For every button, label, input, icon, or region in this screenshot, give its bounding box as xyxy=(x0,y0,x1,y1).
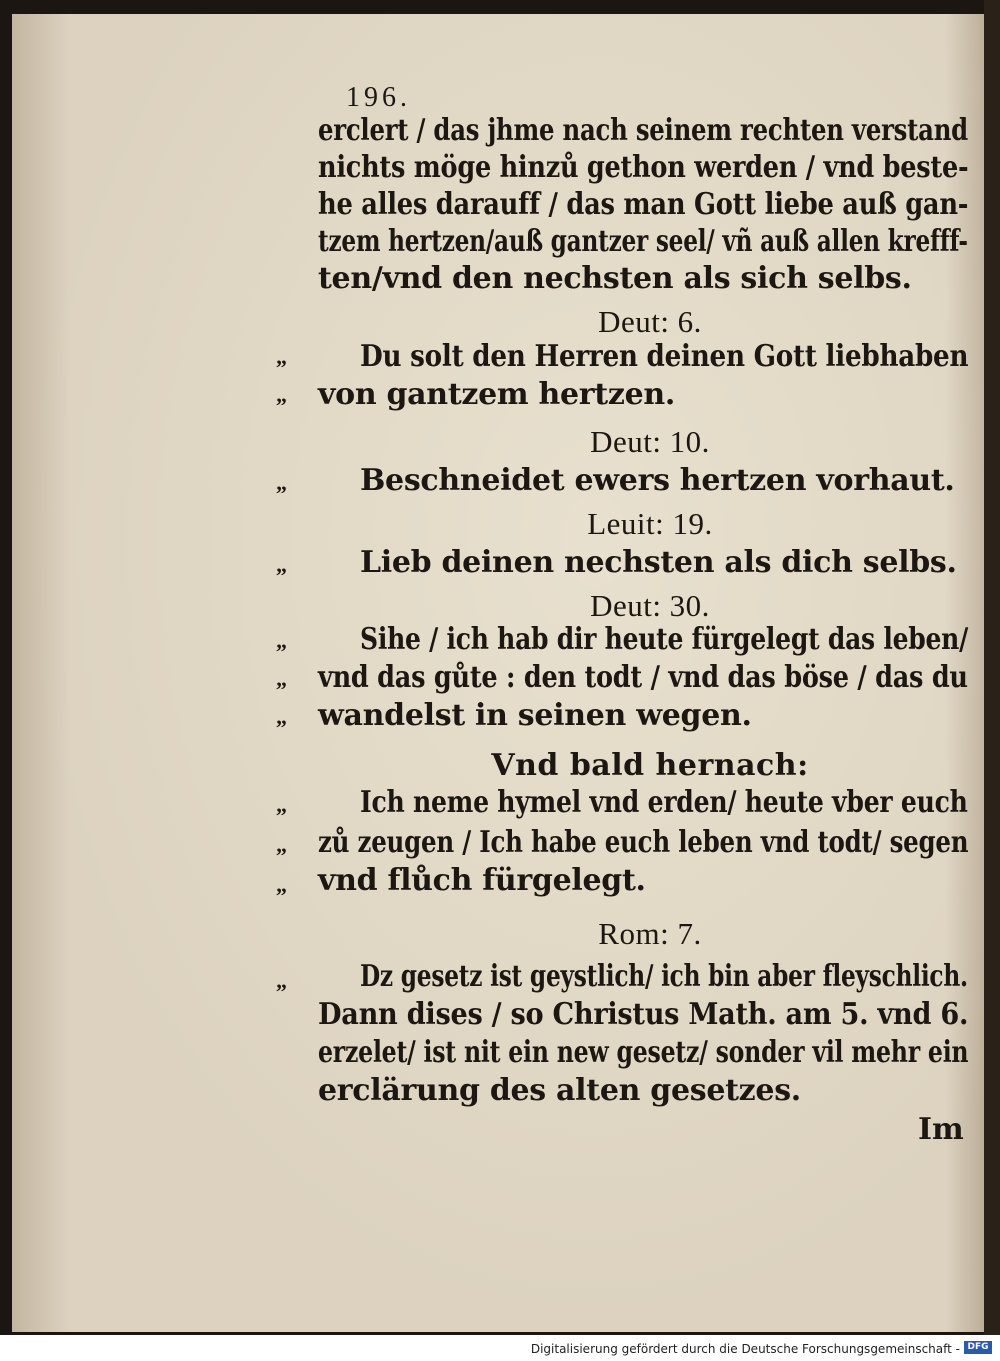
quotation-mark: „ xyxy=(276,628,288,653)
body-line: tzem hertzen/auß gantzer seel/ vñ auß allen krefff- xyxy=(318,224,968,259)
body-line: erclärung des alten gesetzes. xyxy=(318,1073,801,1108)
section-heading: Deut: 30. xyxy=(590,588,710,623)
dfg-logo: DFG xyxy=(964,1341,992,1354)
quotation-mark: „ xyxy=(276,792,288,817)
quotation-mark: „ xyxy=(276,832,288,857)
quoted-line: vnd das gůte : den todt / vnd das böse / das du xyxy=(318,660,968,695)
quoted-line: Dz gesetz ist geystlich/ ich bin aber fleyschlich. xyxy=(360,959,968,994)
body-line: nichts möge hinzů gethon werden / vnd beste- xyxy=(318,150,969,185)
body-line: erzelet/ ist nit ein new gesetz/ sonder vil mehr ein xyxy=(318,1035,969,1070)
section-heading: Leuit: 19. xyxy=(587,506,713,541)
body-line: erclert / das jhme nach seinem rechten verstand xyxy=(318,113,968,148)
section-heading: Deut: 6. xyxy=(598,304,702,339)
quotation-mark: „ xyxy=(276,704,288,729)
body-line: Dann dises / so Christus Math. am 5. vnd 6. xyxy=(318,997,969,1032)
quotation-mark: „ xyxy=(276,552,288,577)
quotation-mark: „ xyxy=(276,382,288,407)
section-heading: Rom: 7. xyxy=(598,916,702,951)
section-heading: Deut: 10. xyxy=(590,424,710,459)
quoted-line: Beschneidet ewers hertzen vorhaut. xyxy=(360,463,955,498)
quotation-mark: „ xyxy=(276,470,288,495)
quoted-line: Sihe / ich hab dir heute fürgelegt das leben/ xyxy=(360,622,969,657)
funding-credit: Digitalisierung gefördert durch die Deutsche Forschungsgemeinschaft - xyxy=(530,1342,960,1356)
catchword: Im xyxy=(918,1112,964,1147)
quoted-line: Du solt den Herren deinen Gott liebhaben xyxy=(360,339,969,374)
quotation-mark: „ xyxy=(276,666,288,691)
footer-bar xyxy=(0,1335,1000,1361)
quotation-mark: „ xyxy=(276,968,288,993)
section-heading: Vnd bald hernach: xyxy=(491,748,809,783)
quoted-line: von gantzem hertzen. xyxy=(318,377,676,412)
body-line: he alles darauff / das man Gott liebe auß gan- xyxy=(318,187,969,222)
quoted-line: zů zeugen / Ich habe euch leben vnd todt/ segen xyxy=(318,825,969,860)
quoted-line: vnd flůch fürgelegt. xyxy=(318,863,646,898)
page-number: 196. xyxy=(346,82,411,113)
page-edge xyxy=(984,0,1000,1335)
quotation-mark: „ xyxy=(276,344,288,369)
quoted-line: Ich neme hymel vnd erden/ heute vber euch xyxy=(360,785,968,820)
body-line: ten/vnd den nechsten als sich selbs. xyxy=(318,261,912,296)
quoted-line: Lieb deinen nechsten als dich selbs. xyxy=(360,545,957,580)
quoted-line: wandelst in seinen wegen. xyxy=(318,698,752,733)
quotation-mark: „ xyxy=(276,872,288,897)
